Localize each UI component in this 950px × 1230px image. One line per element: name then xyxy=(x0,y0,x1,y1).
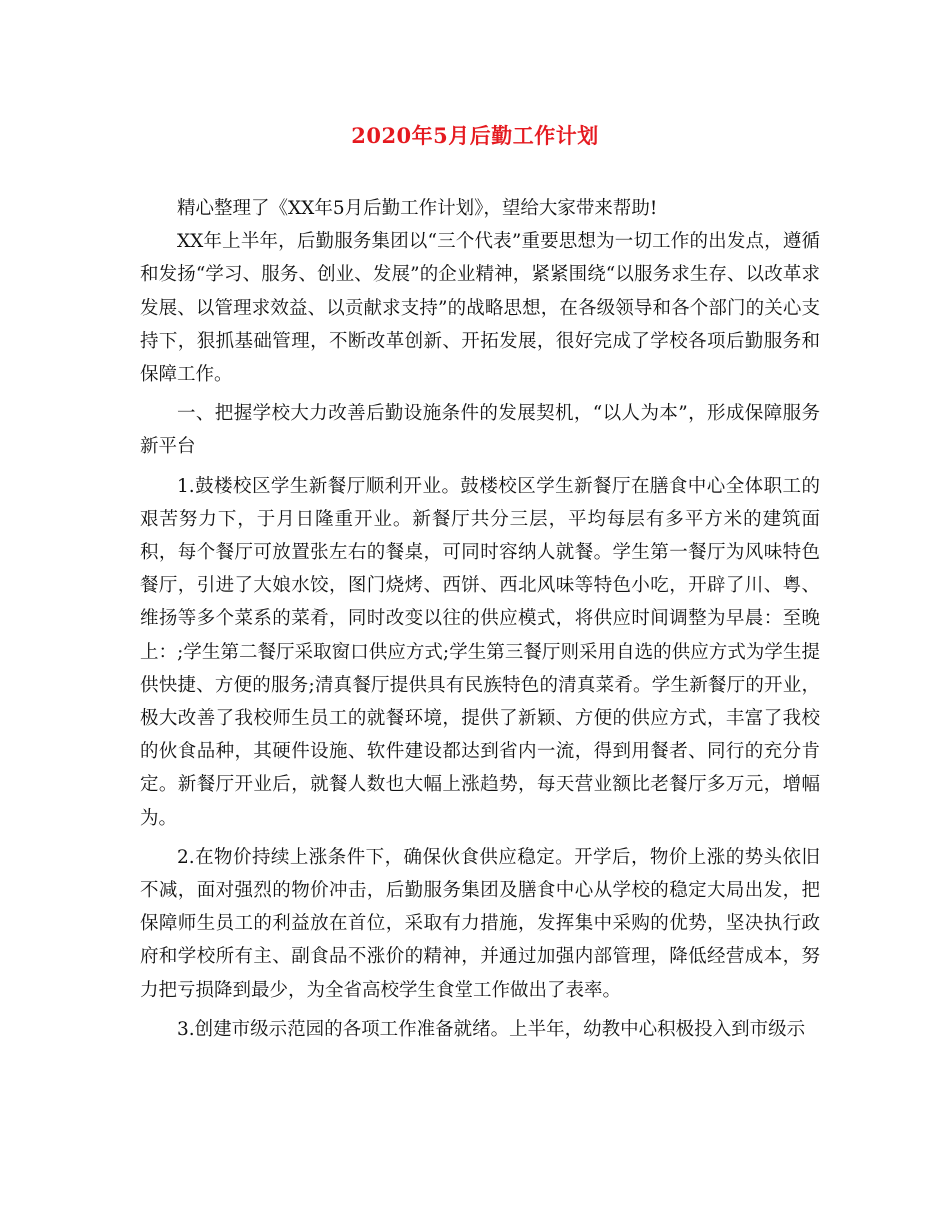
paragraph-intro: 精心整理了《XX年5月后勤工作计划》，望给大家带来帮助! xyxy=(177,198,658,219)
paragraph-summary: XX年上半年，后勤服务集团以“三个代表”重要思想为一切工作的出发点，遵循和发扬“学习、服务、创业、发展”的企业精神，紧紧围绕“以服务求生存、以改革求发展、以管理求效益、以贡献求支持”的战略思想，在各级领导和各个部门的关心支持下，狠抓基础管理，不断改革创新、开拓发展，很好完成了学校各项后勤服务和保障工作。 xyxy=(140,231,820,386)
document-body xyxy=(140,192,820,1046)
paragraph-item-3: 3.创建市级示范园的各项工作准备就绪。上半年，幼教中心积极投入到市级示 xyxy=(177,1018,806,1040)
paragraph-item-2: 2.在物价持续上涨条件下，确保伙食供应稳定。开学后，物价上涨的势头依旧不减，面对强烈的物价冲击，后勤服务集团及膳食中心从学校的稳定大局出发，把保障师生员工的利益放在首位，采取有力措施，发挥集中采购的优势，坚决执行政府和学校所有主、副食品不涨价的精神，并通过加强内部管理，降低经营成本，努力把亏损降到最少，为全省高校学生食堂工作做出了表率。 xyxy=(140,846,820,1001)
document-title: 2020年5月后勤工作计划 xyxy=(351,123,599,148)
paragraph-item-1: 1.鼓楼校区学生新餐厅顺利开业。鼓楼校区学生新餐厅在膳食中心全体职工的艰苦努力下，于月日隆重开业。新餐厅共分三层，平均每层有多平方米的建筑面积，每个餐厅可放置张左右的餐桌，可同时容纳人就餐。学生第一餐厅为风味特色餐厅，引进了大娘水饺，图门烧烤、西饼、西北风味等特色小吃，开辟了川、粤、维扬等多个菜系的菜肴，同时改变以往的供应模式，将供应时间调整为早晨：至晚上：;学生第二餐厅采取窗口供应方式;学生第三餐厅则采用自选的供应方式为学生提供快捷、方便的服务;清真餐厅提供具有民族特色的清真菜肴。学生新餐厅的开业，极大改善了我校师生员工的就餐环境，提供了新颖、方便的供应方式，丰富了我校的伙食品种，其硬件设施、软件建设都达到省内一流，得到用餐者、同行的充分肯定。新餐厅开业后，就餐人数也大幅上涨趋势，每天营业额比老餐厅多万元，增幅为。 xyxy=(140,475,820,829)
paragraph-section-heading: 一、把握学校大力改善后勤设施条件的发展契机，“以人为本”，形成保障服务新平台 xyxy=(140,403,820,458)
